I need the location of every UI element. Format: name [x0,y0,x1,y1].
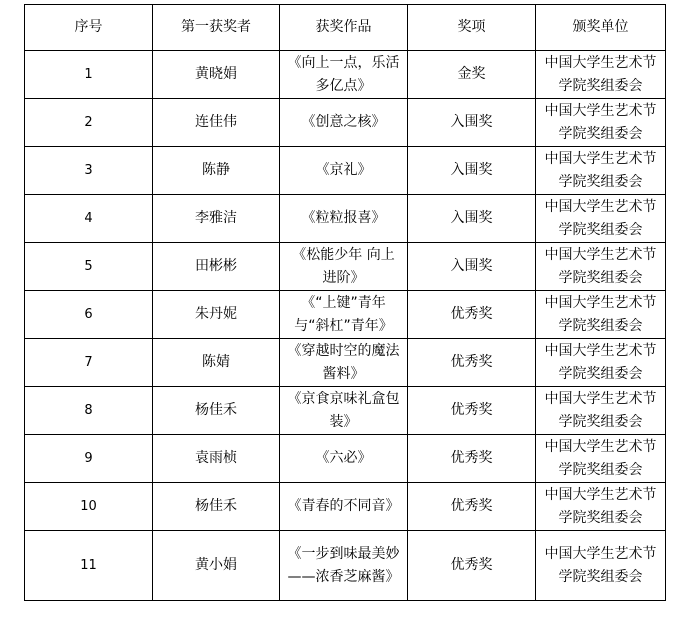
row-work: 《向上一点，乐活多亿点》 [280,51,408,99]
row-award: 金奖 [408,51,536,99]
row-work: 《松能少年 向上进阶》 [280,243,408,291]
table-row [25,291,666,339]
table-row [25,483,666,531]
row-index: 10 [25,483,153,531]
row-index: 5 [25,243,153,291]
table-row [25,51,666,99]
row-winner: 袁雨桢 [153,435,280,483]
row-winner: 李雅洁 [153,195,280,243]
row-award: 优秀奖 [408,483,536,531]
row-index: 6 [25,291,153,339]
row-winner: 黄小娟 [153,531,280,601]
table-row [25,435,666,483]
header-work: 获奖作品 [280,5,408,51]
row-award: 优秀奖 [408,387,536,435]
row-work: 《一步到味最美妙——浓香芝麻酱》 [280,531,408,601]
row-award: 入围奖 [408,147,536,195]
header-index: 序号 [25,5,153,51]
row-work: 《穿越时空的魔法酱料》 [280,339,408,387]
row-index: 1 [25,51,153,99]
row-winner: 黄晓娟 [153,51,280,99]
row-work: 《创意之核》 [280,99,408,147]
row-organization: 中国大学生艺术节学院奖组委会 [536,243,666,291]
header-winner: 第一获奖者 [153,5,280,51]
row-organization: 中国大学生艺术节学院奖组委会 [536,531,666,601]
table-row [25,531,666,601]
row-winner: 陈婧 [153,339,280,387]
header-organization: 颁奖单位 [536,5,666,51]
row-index: 2 [25,99,153,147]
row-organization: 中国大学生艺术节学院奖组委会 [536,291,666,339]
row-work: 《粒粒报喜》 [280,195,408,243]
header-row [25,5,666,51]
row-work: 《京礼》 [280,147,408,195]
row-organization: 中国大学生艺术节学院奖组委会 [536,147,666,195]
row-organization: 中国大学生艺术节学院奖组委会 [536,51,666,99]
row-winner: 连佳伟 [153,99,280,147]
row-index: 4 [25,195,153,243]
row-award: 入围奖 [408,195,536,243]
row-index: 9 [25,435,153,483]
row-index: 3 [25,147,153,195]
row-award: 优秀奖 [408,531,536,601]
row-award: 入围奖 [408,99,536,147]
row-organization: 中国大学生艺术节学院奖组委会 [536,435,666,483]
row-work: 《京食京味礼盒包装》 [280,387,408,435]
row-organization: 中国大学生艺术节学院奖组委会 [536,99,666,147]
row-work: 《六必》 [280,435,408,483]
row-work: 《“上键”青年与“斜杠”青年》 [280,291,408,339]
row-work: 《青春的不同音》 [280,483,408,531]
row-organization: 中国大学生艺术节学院奖组委会 [536,483,666,531]
table-row [25,387,666,435]
row-winner: 朱丹妮 [153,291,280,339]
header-award: 奖项 [408,5,536,51]
row-organization: 中国大学生艺术节学院奖组委会 [536,339,666,387]
row-winner: 杨佳禾 [153,483,280,531]
row-winner: 田彬彬 [153,243,280,291]
row-index: 11 [25,531,153,601]
table-row [25,99,666,147]
row-index: 7 [25,339,153,387]
row-index: 8 [25,387,153,435]
row-winner: 陈静 [153,147,280,195]
table-row [25,147,666,195]
table-row [25,195,666,243]
table-row [25,243,666,291]
row-award: 优秀奖 [408,291,536,339]
awards-table [24,4,666,601]
row-award: 优秀奖 [408,339,536,387]
row-winner: 杨佳禾 [153,387,280,435]
row-organization: 中国大学生艺术节学院奖组委会 [536,195,666,243]
table-row [25,339,666,387]
row-award: 优秀奖 [408,435,536,483]
row-organization: 中国大学生艺术节学院奖组委会 [536,387,666,435]
row-award: 入围奖 [408,243,536,291]
